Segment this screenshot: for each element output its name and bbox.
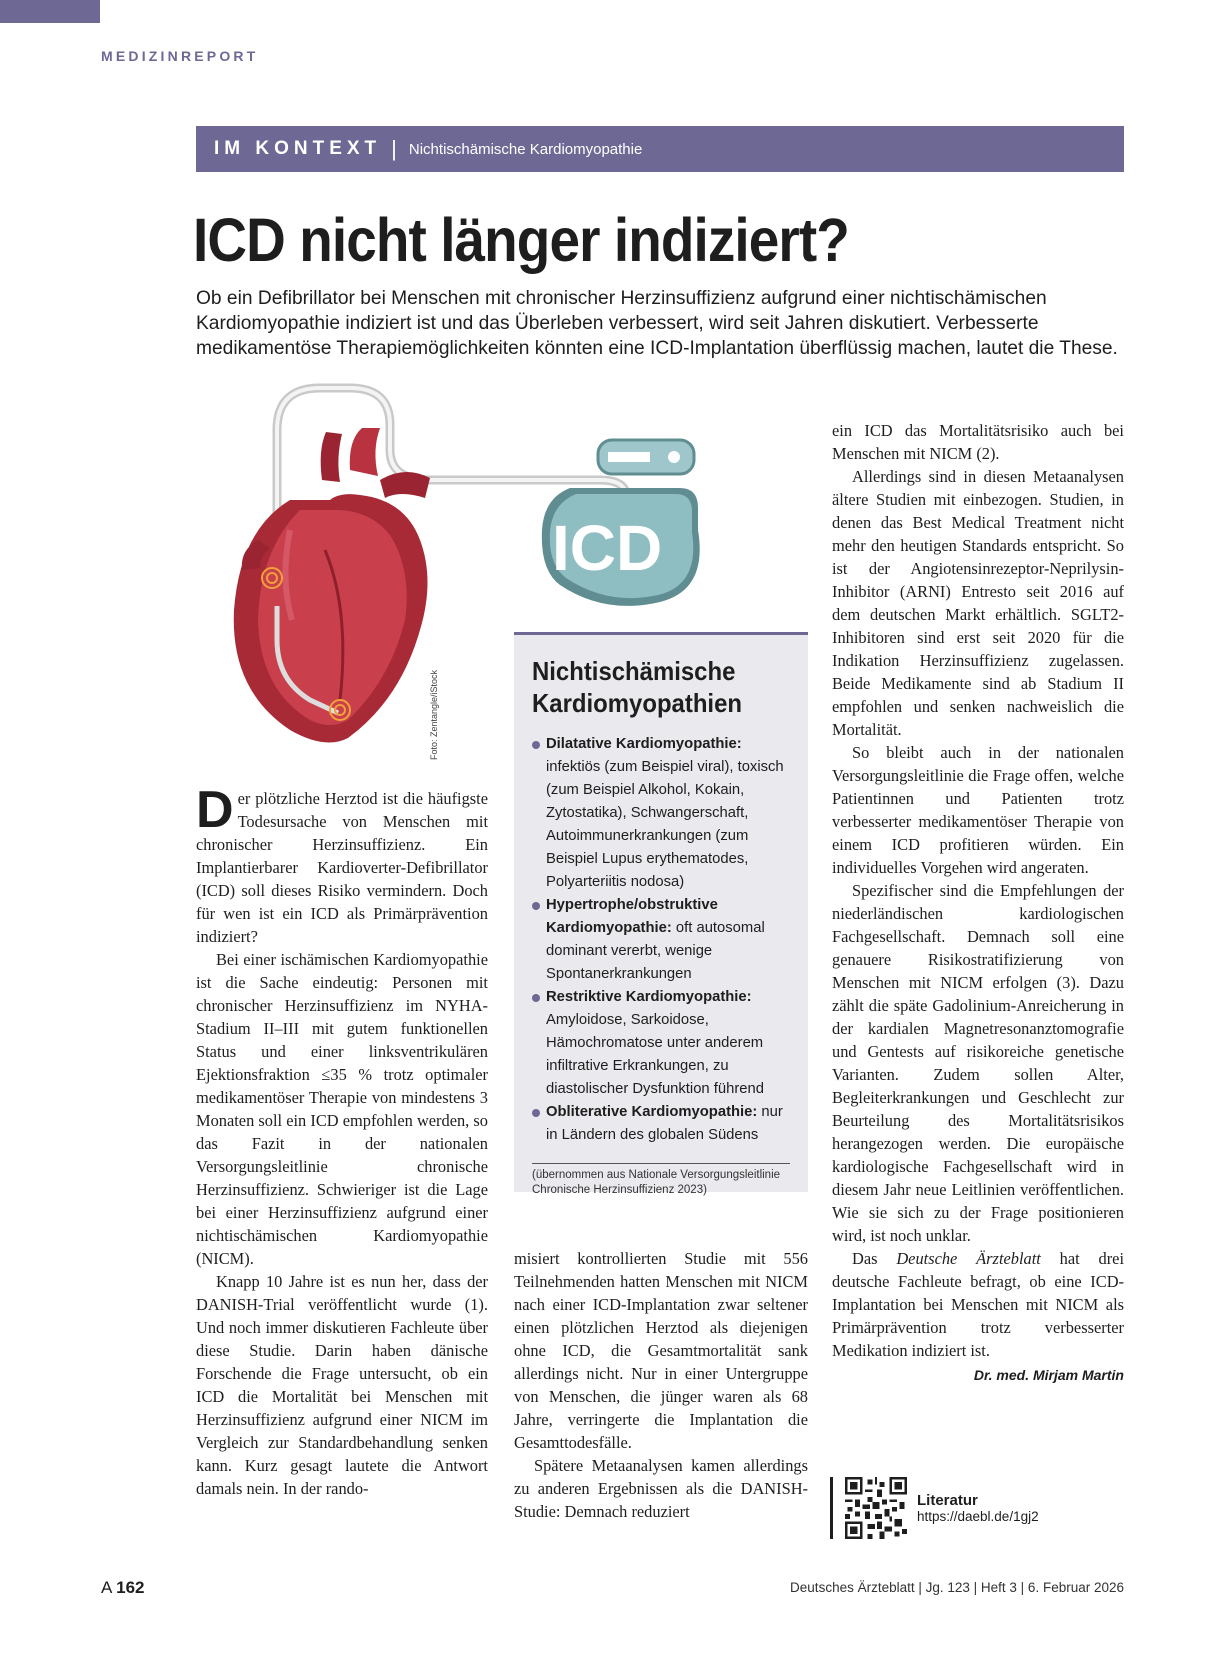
list-item: [532, 1101, 790, 1147]
context-bar: [196, 126, 1124, 172]
paragraph-text: hat drei deutsche Fachleute befragt, ob eine ICD-Implantation bei Menschen mit NICM als Primärprävention trotz verbesserter Medikation indiziert ist.: [832, 1249, 1125, 1360]
infobox-source: (übernommen aus Nationale Versorgungsleitlinie Chronische Herzinsuffizienz 2023): [532, 1163, 790, 1198]
paragraph-text: Das: [852, 1249, 897, 1268]
list-item: [532, 986, 790, 1101]
paragraph: Knapp 10 Jahre ist es nun her, dass der DANISH-Trial veröffentlicht wurde (1). Und noch immer diskutieren Fachleute über diese Studie. Darin haben dänische Forschende die Frage untersucht, ob ein ICD die Mortalität bei Menschen mit Herzinsuffizienz aufgrund einer NICM im Vergleich zur Standardbehandlung senken kann. Kurz gesagt lautete die Antwort damals nein. In der rando-: [196, 1272, 488, 1498]
literature-box: [830, 1475, 1039, 1541]
journal-footer: Deutsches Ärzteblatt | Jg. 123 | Heft 3 | 6. Februar 2026: [790, 1580, 1124, 1595]
journal-name: Deutsche Ärzteblatt: [896, 1249, 1041, 1268]
paragraph: Spätere Metaanalysen kamen allerdings zu anderen Ergebnissen als die DANISH-Studie: Demnach reduziert: [514, 1456, 808, 1521]
article-column-3: [832, 419, 1124, 1387]
infobox: [514, 632, 808, 1196]
article-column-1: [196, 781, 488, 1500]
drop-cap: D: [196, 781, 234, 839]
item-text: oft autosomal dominant vererbt, wenige Spontanerkrankungen: [546, 920, 765, 982]
item-term: Obliterative Kardiomyopathie:: [546, 1104, 758, 1120]
infobox-list: [532, 733, 790, 1147]
item-text: Amyloidose, Sarkoidose, Hämochromatose unter anderem infiltrative Erkrankungen, zu diastolischer Dysfunktion führend: [546, 1012, 764, 1097]
folio-prefix: A: [101, 1578, 112, 1597]
bullet-icon: [532, 994, 540, 1002]
item-text: nur in Ländern des globalen Südens: [546, 1104, 783, 1143]
list-item: [532, 894, 790, 986]
infobox-title: Nichtischämische Kardiomyopathien: [532, 656, 742, 718]
corner-tab: [0, 0, 100, 23]
bullet-icon: [532, 1109, 540, 1117]
paragraph: Spezifischer sind die Empfehlungen der niederländischen kardiologischen Fachgesellschaft. Demnach soll eine genauere Risikostratifizierung von Menschen mit NICM erfolgen (3). Dazu zählt die späte Gadolinium-Anreicherung in der kardialen Magnetresonanztomografie und Gentests auf risikoreiche genetische Varianten. Zudem sollen Alter, Begleiterkrankungen und Geschlecht zur Beurteilung des Mortalitätsrisikos herangezogen werden. Die europäische kardiologische Fachgesellschaft wird in diesem Jahr neue Leitlinien veröffentlichen. Wie sie sich zu der Frage positionieren wird, ist noch unklar.: [832, 881, 1124, 1245]
paragraph: Bei einer ischämischen Kardiomyopathie ist die Sache eindeutig: Personen mit chronischer Herzinsuffizienz im NYHA-Stadium II–III mit gutem funktionellen Status und einer linksventrikulären Ejektionsfraktion ≤35 % trotz optimaler medikamentöser Therapie von mindestens 3 Monaten soll ein ICD empfohlen werden, so das Fazit in der nationalen Versorgungsleitlinie chronische Herzinsuffizienz. Schwieriger ist die Lage bei einer Herzinsuffizienz aufgrund einer nichtischämischen Kardiomyopathie (NICM).: [196, 950, 488, 1268]
paragraph: So bleibt auch in der nationalen Versorgungsleitlinie die Frage offen, welche Patientinnen und Patienten trotz verbesserter medikamentöser Therapie von einem ICD profitieren würden. Ein individuelles Vorgehen wird angeraten.: [832, 743, 1124, 877]
item-term: Restriktive Kardiomyopathie:: [546, 989, 752, 1005]
lead-paragraph: Ob ein Defibrillator bei Menschen mit chronischer Herzinsuffizienz aufgrund einer nichtischämischen Kardiomyopathie indiziert ist und das Überleben verbessert, wird seit Jahren diskutiert. Verbesserte medikamentöse Therapiemöglichkeiten könnten eine ICD-Implantation überflüssig machen, lautet die These.: [196, 288, 1118, 359]
list-item: [532, 733, 790, 894]
paragraph: ein ICD das Mortalitätsrisiko auch bei Menschen mit NICM (2).: [832, 421, 1124, 463]
item-term: Dilatative Kardiomyopathie:: [546, 736, 742, 752]
paragraph: Allerdings sind in diesen Metaanalysen ältere Studien mit einbezogen. Studien, in denen das Best Medical Treatment nicht mehr den heutigen Standards entspricht. So ist der Angiotensinrezeptor-Neprilysin-Inhibitor (ARNI) Entresto seit 2016 auf dem deutschen Markt erhältlich. SGLT2-Inhibitoren sind erst seit 2020 für die Indikation Herzinsuffizienz zugelassen. Beide Medikamente sind ab Stadium II empfohlen und senken nachweislich die Mortalität.: [832, 467, 1124, 739]
paragraph: misiert kontrollierten Studie mit 556 Teilnehmenden hatten Menschen mit NICM nach einer ICD-Implantation zwar seltener einen plötzlichen Herztod als diejenigen ohne ICD, die Gesamtmortalität sank allerdings nicht. Nur in einer Untergruppe von Menschen, die jünger waren als 68 Jahre, verringerte die Implantation die Gesamttodesfälle.: [514, 1249, 808, 1452]
context-kicker: IM KONTEXT: [214, 138, 382, 159]
page-number: [101, 1578, 145, 1598]
context-topic: Nichtischämische Kardiomyopathie: [408, 140, 643, 158]
icd-label: ICD: [552, 512, 663, 584]
bullet-icon: [532, 902, 540, 910]
literature-text: [917, 1492, 1039, 1524]
photo-credit: Foto: Zentangle/iStock: [429, 669, 439, 760]
section-label: MEDIZINREPORT: [101, 48, 259, 64]
item-term: Hypertrophe/obstruktive Kardiomyopathie:: [546, 897, 718, 936]
context-separator: |: [391, 136, 397, 161]
folio-number: 162: [116, 1578, 145, 1597]
bullet-icon: [532, 741, 540, 749]
headline: ICD nicht länger indiziert?: [193, 206, 849, 274]
literature-title: Literatur: [917, 1492, 978, 1509]
paragraph: [196, 781, 488, 948]
literature-divider: [830, 1477, 833, 1539]
article-column-2: [514, 1247, 808, 1523]
literature-link[interactable]: https://daebl.de/1gj2: [917, 1509, 1039, 1524]
paragraph: [832, 1247, 1124, 1362]
paragraph-text: er plötzliche Herztod ist die häufigste Todesursache von Menschen mit chronischer Herzinsuffizienz. Ein Implantierbarer Kardioverter-Defibrillator (ICD) soll dieses Risiko vermindern. Doch für wen ist ein ICD als Primärprävention indiziert?: [196, 789, 488, 946]
author-byline: Dr. med. Mirjam Martin: [973, 1367, 1124, 1383]
qr-code-icon[interactable]: [845, 1477, 907, 1539]
item-text: infektiös (zum Beispiel viral), toxisch (zum Beispiel Alkohol, Kokain, Zytostatika), Schwangerschaft, Autoimmunerkrankungen (zum Beispiel Lupus erythematodes, Polyarteriitis nodosa): [546, 759, 784, 890]
